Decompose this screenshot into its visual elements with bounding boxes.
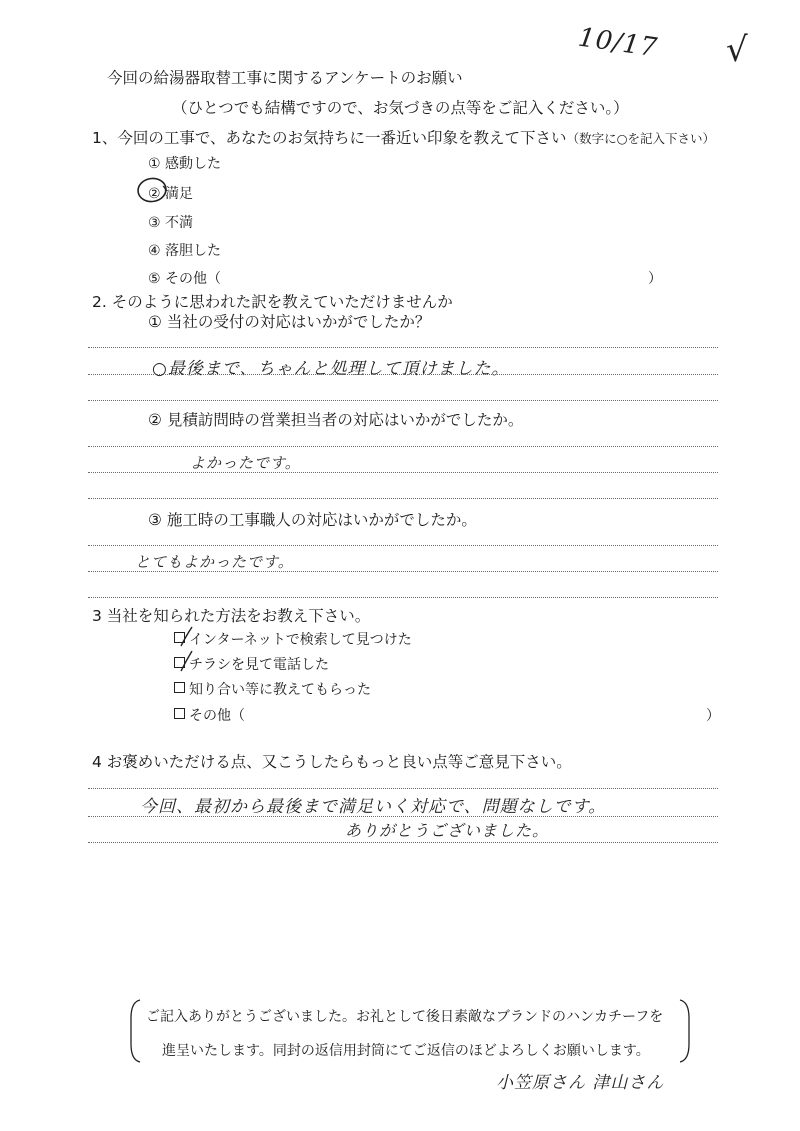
q1-option-4[interactable] bbox=[148, 240, 221, 260]
divider bbox=[88, 571, 718, 572]
hand-check-icon bbox=[178, 649, 198, 675]
divider bbox=[88, 400, 718, 401]
divider bbox=[88, 472, 718, 473]
q2-question: 2. そのように思われた訳を教えていただけませんか bbox=[92, 293, 453, 311]
q1-option-label: 感動した bbox=[165, 156, 222, 172]
survey-subtitle: （ひとつでも結構ですので、お気づきの点等をご記入ください。） bbox=[172, 99, 629, 117]
q3-other-close: ） bbox=[706, 708, 720, 724]
signature: 小笠原さん 津山さん bbox=[496, 1073, 665, 1093]
divider bbox=[88, 545, 718, 546]
q3-option-label: その他（ bbox=[189, 708, 245, 724]
q1-option-label: 満足 bbox=[165, 186, 194, 202]
q1-option-number: ④ bbox=[148, 243, 161, 259]
divider bbox=[88, 842, 718, 843]
q2-answer1: ○最後まで、ちゃんと処理して頂けました。 bbox=[152, 359, 510, 379]
divider bbox=[88, 347, 718, 348]
q3-option-label: チラシを見て電話した bbox=[189, 657, 329, 673]
checkbox[interactable] bbox=[174, 708, 185, 719]
q3-option-label: インターネットで検索して見つけた bbox=[189, 632, 412, 648]
divider bbox=[88, 788, 718, 789]
q2-answer2: よかったです。 bbox=[190, 454, 301, 472]
q1-option-5[interactable] bbox=[148, 268, 221, 288]
q3-option-internet[interactable] bbox=[174, 629, 412, 649]
checkbox[interactable] bbox=[174, 682, 185, 693]
q3-question: 3 当社を知られた方法をお教え下さい。 bbox=[92, 607, 371, 625]
hand-check-icon bbox=[178, 624, 198, 650]
q1-option-number: ⑤ bbox=[148, 271, 161, 287]
q1-option-number: ③ bbox=[148, 215, 161, 231]
q1-option-3[interactable] bbox=[148, 212, 193, 232]
q1-selected-circle-icon bbox=[135, 175, 169, 205]
check-mark: √ bbox=[726, 30, 749, 70]
q1-note: （数字に○を記入下さい） bbox=[566, 131, 715, 146]
divider bbox=[88, 374, 718, 375]
survey-title: 今回の給湯器取替工事に関するアンケートのお願い bbox=[107, 69, 463, 87]
q3-option-other[interactable] bbox=[174, 705, 245, 725]
q1-option-1[interactable] bbox=[148, 153, 221, 173]
footer-bracket-right-icon bbox=[676, 998, 692, 1064]
q1-option-label: その他（ bbox=[165, 271, 222, 287]
q2-sub3: ③ 施工時の工事職人の対応はいかがでしたか。 bbox=[148, 511, 477, 529]
q1-question bbox=[92, 126, 715, 148]
divider bbox=[88, 498, 718, 499]
divider bbox=[88, 446, 718, 447]
q4-answer-line2: ありがとうございました。 bbox=[345, 821, 550, 840]
divider bbox=[88, 816, 718, 817]
q3-option-acquaintance[interactable] bbox=[174, 679, 371, 699]
date-mark: 10/17 bbox=[576, 22, 660, 64]
q1-question-text: 1、今回の工事で、あなたのお気持ちに一番近い印象を教えて下さい bbox=[92, 129, 567, 147]
q2-answer3: とてもよかったです。 bbox=[135, 553, 294, 571]
q2-sub2: ② 見積訪問時の営業担当者の対応はいかがでしたか。 bbox=[148, 411, 524, 429]
q4-question: 4 お褒めいただける点、又こうしたらもっと良い点等ご意見下さい。 bbox=[92, 753, 572, 771]
q3-option-label: 知り合い等に教えてもらった bbox=[189, 682, 371, 698]
divider bbox=[88, 597, 718, 598]
footer-line1: ご記入ありがとうございました。お礼として後日素敵なブランドのハンカチーフを bbox=[146, 1009, 664, 1025]
q1-option-number: ② bbox=[148, 186, 161, 202]
q1-option-label: 落胆した bbox=[165, 243, 222, 259]
q1-other-close: ） bbox=[648, 271, 662, 287]
footer-bracket-left-icon bbox=[128, 998, 144, 1064]
q4-answer-line1: 今回、最初から最後まで満足いく対応で、問題なしです。 bbox=[140, 797, 607, 817]
q1-option-label: 不満 bbox=[165, 215, 194, 231]
footer-line2: 進呈いたします。同封の返信用封筒にてご返信のほどよろしくお願いします。 bbox=[162, 1043, 650, 1059]
q2-sub1: ① 当社の受付の対応はいかがでしたか？ bbox=[148, 313, 431, 331]
q1-option-number: ① bbox=[148, 156, 161, 172]
